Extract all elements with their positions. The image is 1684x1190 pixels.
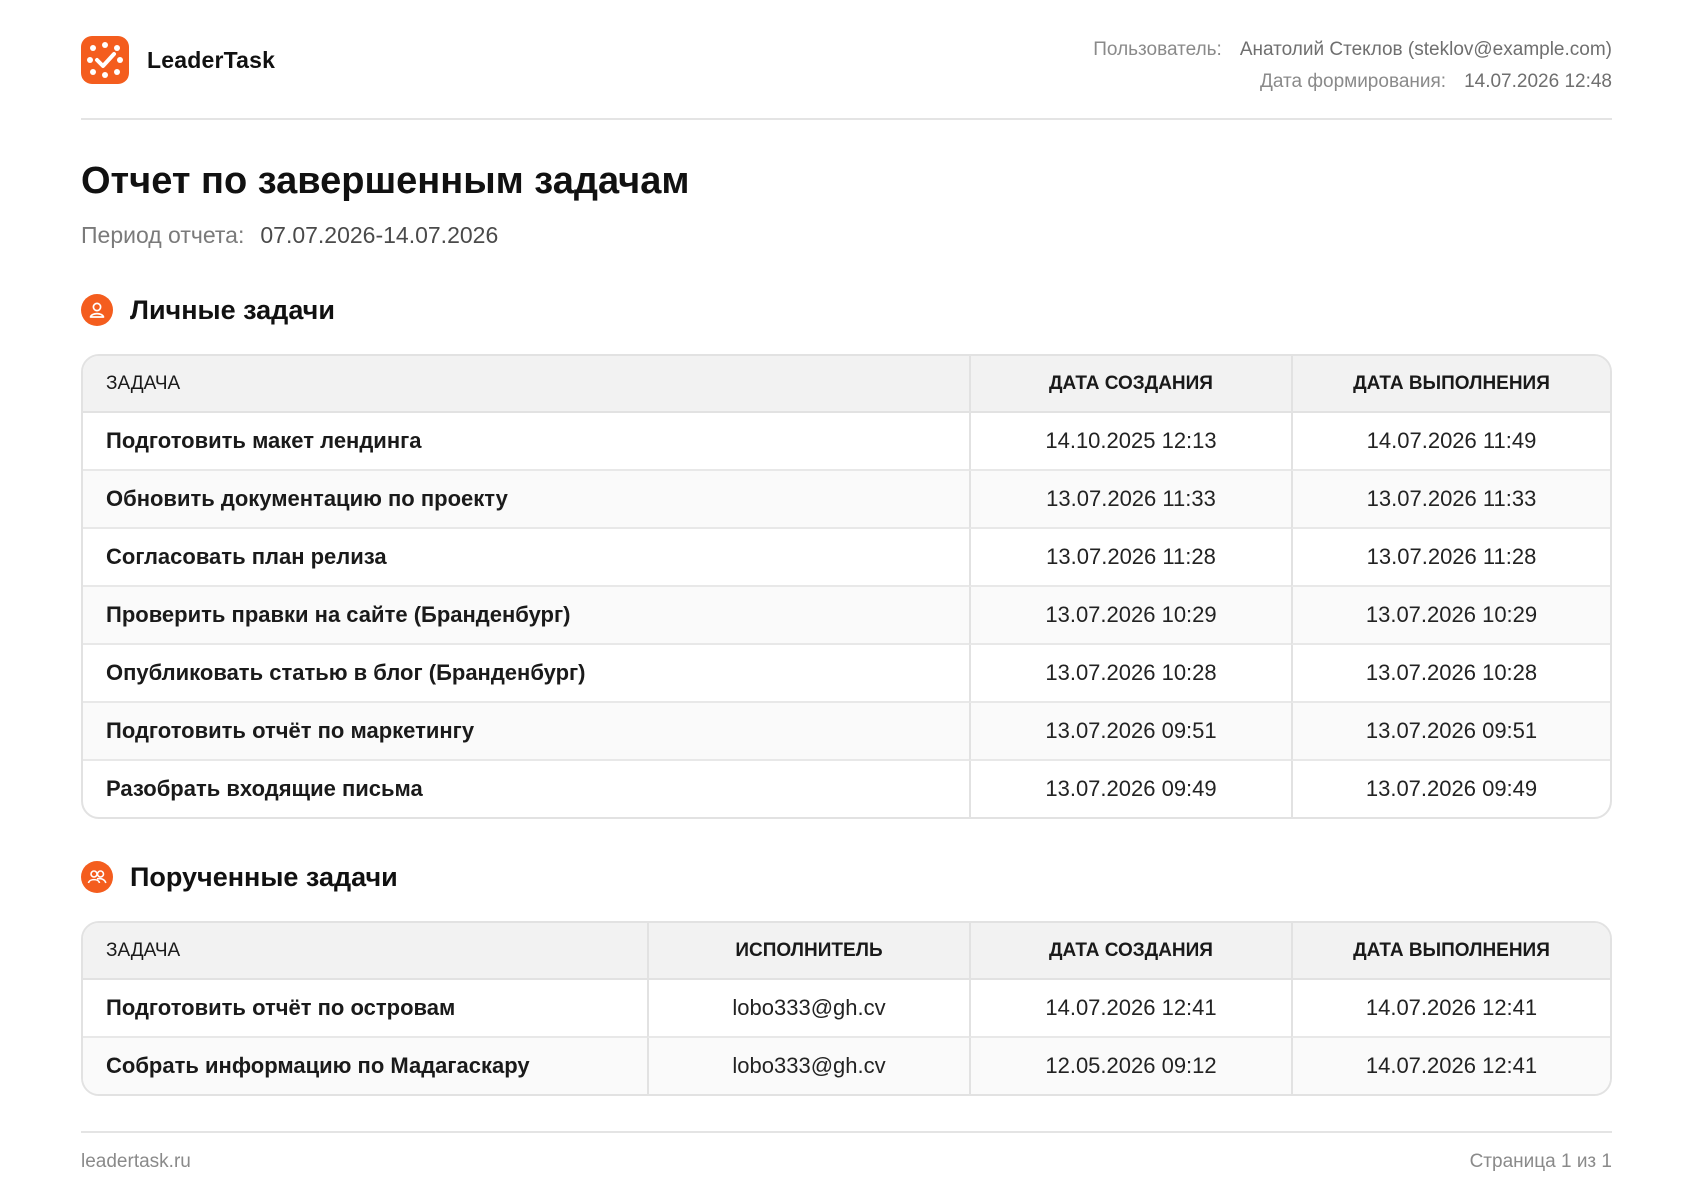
personal-section-title: Личные задачи	[130, 294, 335, 325]
table-header-row	[83, 356, 1610, 413]
completed-date: 13.07.2026 09:49	[1291, 761, 1610, 817]
task-name: Разобрать входящие письма	[106, 776, 423, 801]
personal-section-header	[81, 294, 335, 326]
task-name: Проверить правки на сайте (Бранденбург)	[83, 587, 969, 645]
table-row	[83, 761, 1610, 817]
created-date: 13.07.2026 10:28	[969, 645, 1291, 703]
page-title: Отчет по завершенным задачам	[81, 160, 690, 202]
column-header-completed: ДАТА ВЫПОЛНЕНИЯ	[1291, 923, 1610, 980]
task-name: Опубликовать статью в блог (Бранденбург)	[83, 645, 969, 703]
date-value: 14.07.2026 12:48	[1464, 71, 1612, 92]
completed-date: 13.07.2026 10:28	[1291, 645, 1610, 703]
user-label: Пользователь:	[1093, 39, 1222, 60]
delegated-section-header	[81, 861, 398, 893]
header-divider	[81, 118, 1612, 120]
task-name: Согласовать план релиза	[83, 529, 969, 587]
completed-date: 14.07.2026 12:41	[1291, 980, 1610, 1038]
column-header-created: ДАТА СОЗДАНИЯ	[969, 923, 1291, 980]
created-date: 13.07.2026 11:28	[969, 529, 1291, 587]
delegated-tasks-table	[81, 921, 1612, 1096]
table-row	[83, 703, 1610, 761]
completed-date: 13.07.2026 09:51	[1291, 703, 1610, 761]
completed-date: 13.07.2026 11:33	[1291, 471, 1610, 529]
meta-date-row	[1093, 66, 1612, 98]
period-label: Период отчета:	[81, 222, 245, 248]
footer-site: leadertask.ru	[81, 1151, 191, 1172]
users-icon	[81, 861, 113, 893]
column-header-task: ЗАДАЧА	[83, 923, 647, 980]
table-row	[83, 413, 1610, 471]
report-period	[81, 222, 498, 249]
table-row	[83, 529, 1610, 587]
created-date: 12.05.2026 09:12	[969, 1038, 1291, 1094]
brand-name: LeaderTask	[147, 46, 276, 73]
date-label: Дата формирования:	[1260, 71, 1447, 92]
table-row	[83, 645, 1610, 703]
meta-user-row	[1093, 34, 1612, 66]
created-date: 14.10.2025 12:13	[969, 413, 1291, 471]
task-name: Обновить документацию по проекту	[83, 471, 969, 529]
report-meta	[1093, 34, 1612, 98]
created-date: 13.07.2026 11:33	[969, 471, 1291, 529]
task-name: Подготовить макет лендинга	[83, 413, 969, 471]
created-date: 14.07.2026 12:41	[969, 980, 1291, 1038]
personal-tasks-table	[81, 354, 1612, 819]
period-value: 07.07.2026-14.07.2026	[260, 222, 499, 248]
table-row	[83, 587, 1610, 645]
column-header-created: ДАТА СОЗДАНИЯ	[969, 356, 1291, 413]
created-date: 13.07.2026 09:51	[969, 703, 1291, 761]
table-row	[83, 471, 1610, 529]
assignee: lobo333@gh.cv	[647, 980, 969, 1038]
user-value: Анатолий Стеклов (steklov@example.com)	[1239, 39, 1612, 60]
leadertask-logo-icon	[81, 36, 129, 84]
column-header-completed: ДАТА ВЫПОЛНЕНИЯ	[1291, 356, 1610, 413]
assignee: lobo333@gh.cv	[647, 1038, 969, 1094]
column-header-task: ЗАДАЧА	[83, 356, 969, 413]
user-icon	[81, 294, 113, 326]
completed-date: 14.07.2026 11:49	[1291, 413, 1610, 471]
table-row	[83, 1038, 1610, 1094]
footer-page-number: Страница 1 из 1	[1469, 1151, 1612, 1172]
report-header	[81, 34, 1612, 94]
task-name: Собрать информацию по Мадагаскару	[83, 1038, 647, 1094]
delegated-section-title: Порученные задачи	[130, 861, 398, 892]
table-header-row	[83, 923, 1610, 980]
table-row	[83, 980, 1610, 1038]
report-page	[81, 0, 1612, 1190]
task-name: Подготовить отчёт по маркетингу	[83, 703, 969, 761]
completed-date: 13.07.2026 10:29	[1291, 587, 1610, 645]
footer-divider	[81, 1131, 1612, 1133]
brand	[81, 36, 275, 84]
completed-date: 14.07.2026 12:41	[1291, 1038, 1610, 1094]
completed-date: 13.07.2026 11:28	[1291, 529, 1610, 587]
created-date: 13.07.2026 09:49	[969, 761, 1291, 817]
task-name: Подготовить отчёт по островам	[83, 980, 647, 1038]
column-header-assignee: ИСПОЛНИТЕЛЬ	[647, 923, 969, 980]
created-date: 13.07.2026 10:29	[969, 587, 1291, 645]
